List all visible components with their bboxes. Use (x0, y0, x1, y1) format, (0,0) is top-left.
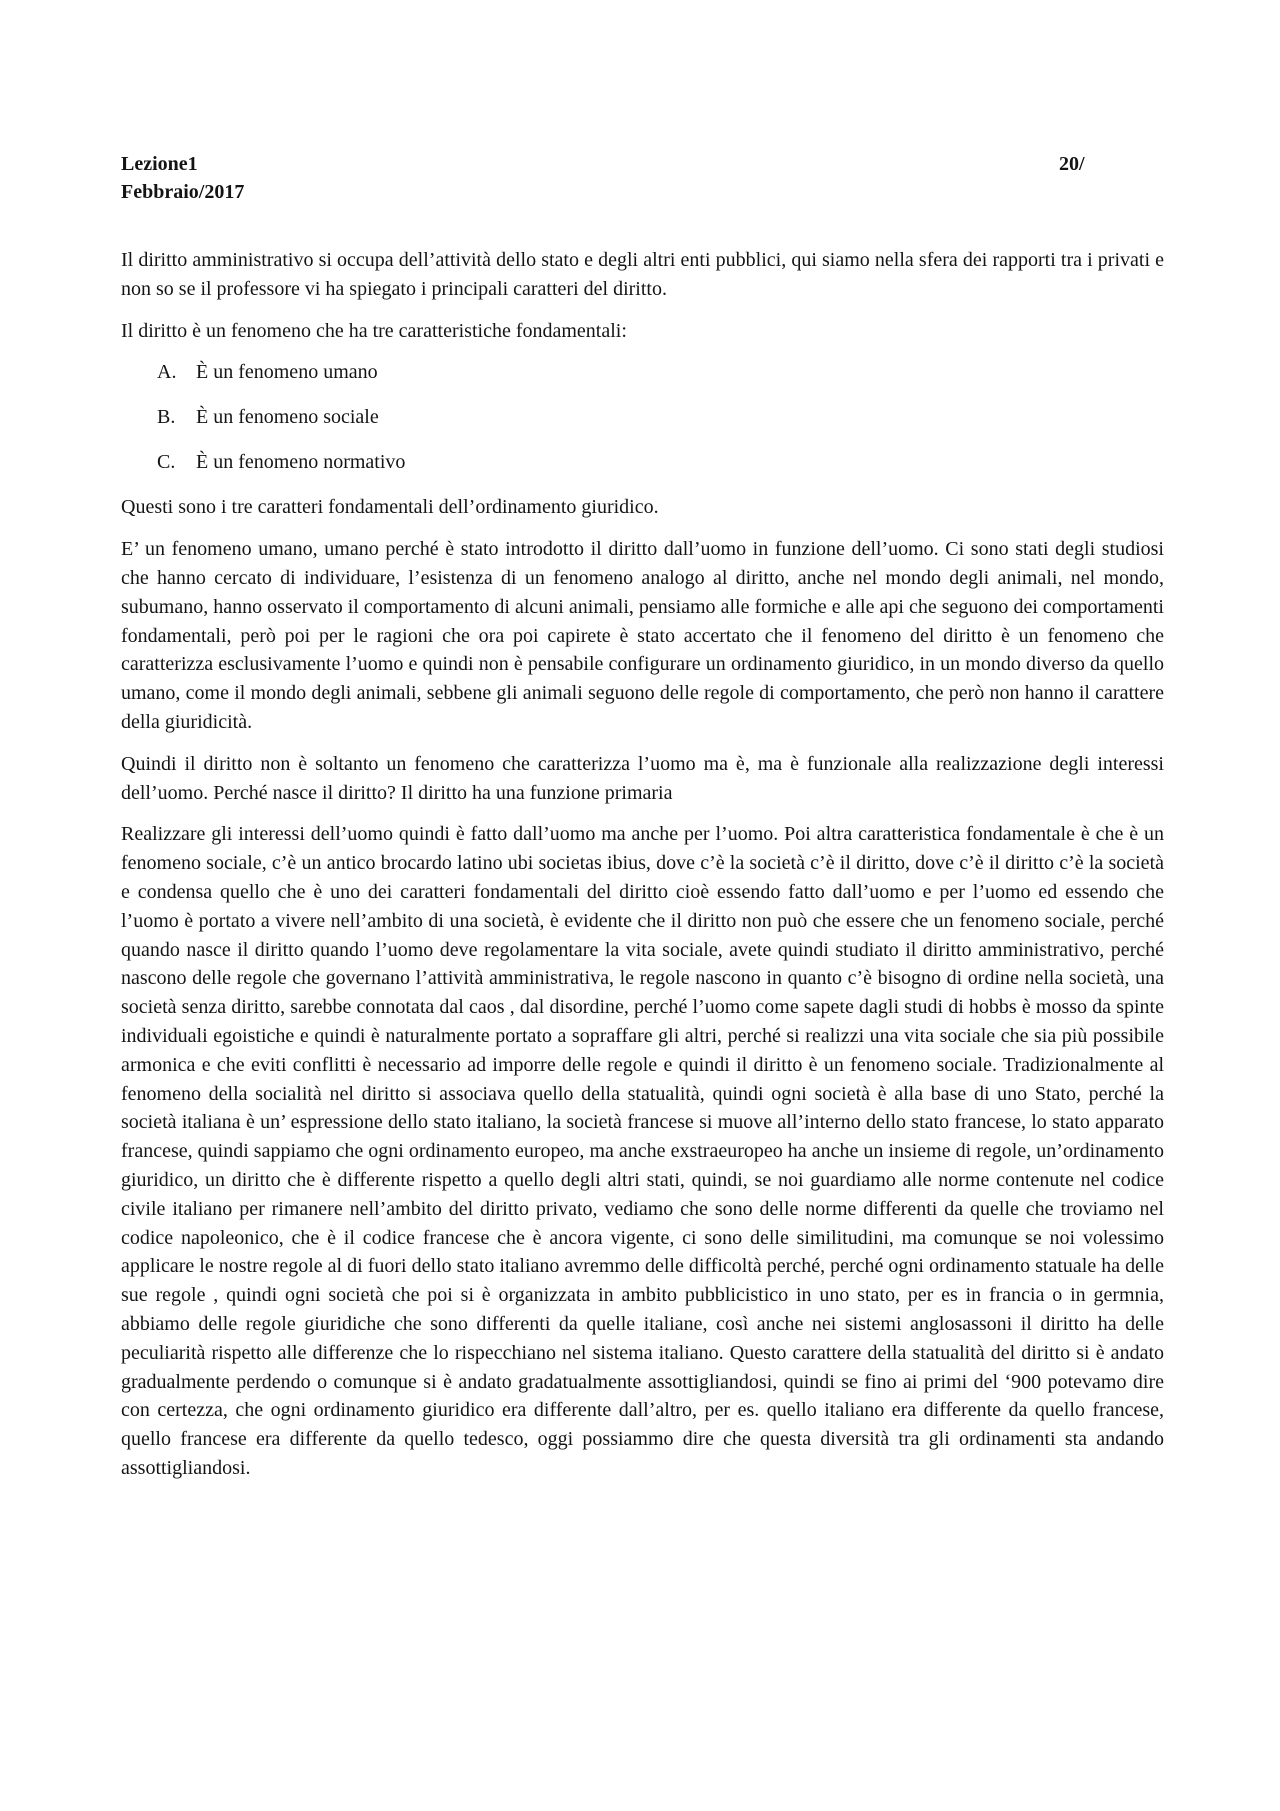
paragraph-characteristics-intro: Il diritto è un fenomeno che ha tre caratteristiche fondamentali: (121, 319, 627, 342)
characteristics-list (121, 358, 1164, 476)
lesson-title: Lezione1 (121, 153, 198, 175)
paragraph-summary: Questi sono i tre caratteri fondamentali dell’ordinamento giuridico. (121, 496, 659, 519)
paragraph-function: Quindi il diritto non è soltanto un fenomeno che caratterizza l’uomo ma è, ma è funzionale alla realizzazione degli interessi dell’uomo. Perché nasce il diritto? Il diritto ha una funzione primaria (121, 752, 1164, 804)
document-body (121, 246, 1164, 1483)
paragraph-social-phenomenon: Realizzare gli interessi dell’uomo quindi è fatto dall’uomo ma anche per l’uomo. Poi altra caratteristica fondamentale è che è un fenomeno sociale, c’è un antico brocardo latino ubi societas ibius, dove c’è la società c’è il diritto, dove c’è il diritto c’è la società e condensa quello che è uno dei caratteri fondamentali del diritto cioè essendo fatto dall’uomo e per l’uomo ed essendo che l’uomo è portato a vivere nell’ambito di una società, è evidente che il diritto non può che essere che un fenomeno sociale, perché quando nasce il diritto quando l’uomo deve regolamentare la vita sociale, avete quindi studiato il diritto amministrativo, perché nascono delle regole che governano l’attività amministrativa, le regole nascono in quanto c’è bisogno di ordine nella società, una società senza diritto, sarebbe connotata dal caos , dal disordine, perché l’uomo come sapete dagli studi di hobbs è mosso da spinte individuali egoistiche e quindi è naturalmente portato a sopraffare gli altri, perché si realizzi una vita sociale che sia più possibile armonica e che eviti conflitti è necessario ad imporre delle regole e quindi il diritto è un fenomeno sociale. Tradizionalmente al fenomeno della socialità nel diritto si associava quello della statualità, quindi ogni società è alla base di uno Stato, perché la società italiana è un’ espressione dello stato italiano, la società francese si muove all’interno dello stato francese, lo stato apparato francese, quindi sappiamo che ogni ordinamento europeo, ma anche exstraeuropeo ha anche un insieme di regole, un’ordinamento giuridico, un diritto che è differente rispetto a quello degli altri stati, quindi, se noi guardiamo alle norme contenute nel codice civile italiano per rimanere nell’ambito del diritto privato, vediamo che sono delle norme differenti da quelle che troviamo nel codice napoleonico, che è il codice francese che è ancora vigente, ci sono delle similitudini, ma comunque se noi volessimo applicare le nostre regole al di fuori dello stato italiano avremmo delle difficoltà perché, perché ogni ordinamento statuale ha delle sue regole , quindi ogni società che poi si è organizzata in ambito pubblicistico in uno stato, per es in francia o in germnia, abbiamo delle regole giuridiche che sono differenti da quelle italiane, così anche nei sistemi anglosassoni il diritto ha delle peculiarità rispetto alle differenze che lo rispecchiano nel sistema italiano. Questo carattere della statualità del diritto si è andato gradualmente perdendo o comunque si è andato gradatualmente assottigliandosi, quindi se fino ai primi del ‘900 potevamo dire con certezza, che ogni ordinamento giuridico era differente dall’altro, per es. quello italiano era differente da quello francese, quello francese era differente da quello tedesco, oggi possiammo dire che questa diversità tra gli ordinamenti sta andando assottigliandosi. (121, 823, 1164, 1479)
list-marker: A. (157, 361, 177, 384)
document-page (121, 150, 1164, 1483)
list-marker: B. (157, 406, 176, 429)
list-item (121, 358, 1164, 386)
list-item-text: È un fenomeno sociale (196, 406, 379, 429)
lesson-date-month-year: Febbraio/2017 (121, 181, 245, 203)
list-item-text: È un fenomeno normativo (196, 451, 406, 474)
paragraph-intro: Il diritto amministrativo si occupa dell’attività dello stato e degli altri enti pubblici, qui siamo nella sfera dei rapporti tra i privati e non so se il professore vi ha spiegato i principali caratteri del diritto. (121, 249, 1164, 300)
list-marker: C. (157, 451, 176, 474)
list-item (121, 448, 1164, 476)
list-item (121, 403, 1164, 431)
header-left (121, 150, 244, 206)
document-header (121, 150, 1164, 208)
paragraph-human-phenomenon: E’ un fenomeno umano, umano perché è stato introdotto il diritto dall’uomo in funzione dell’uomo. Ci sono stati degli studiosi che hanno cercato di individuare, l’esistenza di un fenomeno analogo al diritto, anche nel mondo degli animali, nel mondo, subumano, hanno osservato il comportamento di alcuni animali, pensiamo alle formiche e alle api che seguono dei comportamenti fondamentali, però poi per le ragioni che ora poi capirete è stato accertato che il fenomeno del diritto è un fenomeno che caratterizza esclusivamente l’uomo e quindi non è pensabile configurare un ordinamento giuridico, in un mondo diverso da quello umano, come il mondo degli animali, sebbene gli animali seguono delle regole di comportamento, che però non hanno il carattere della giuridicità. (121, 538, 1164, 733)
list-item-text: È un fenomeno umano (196, 361, 378, 384)
lesson-date-day: 20/ (1059, 153, 1085, 175)
